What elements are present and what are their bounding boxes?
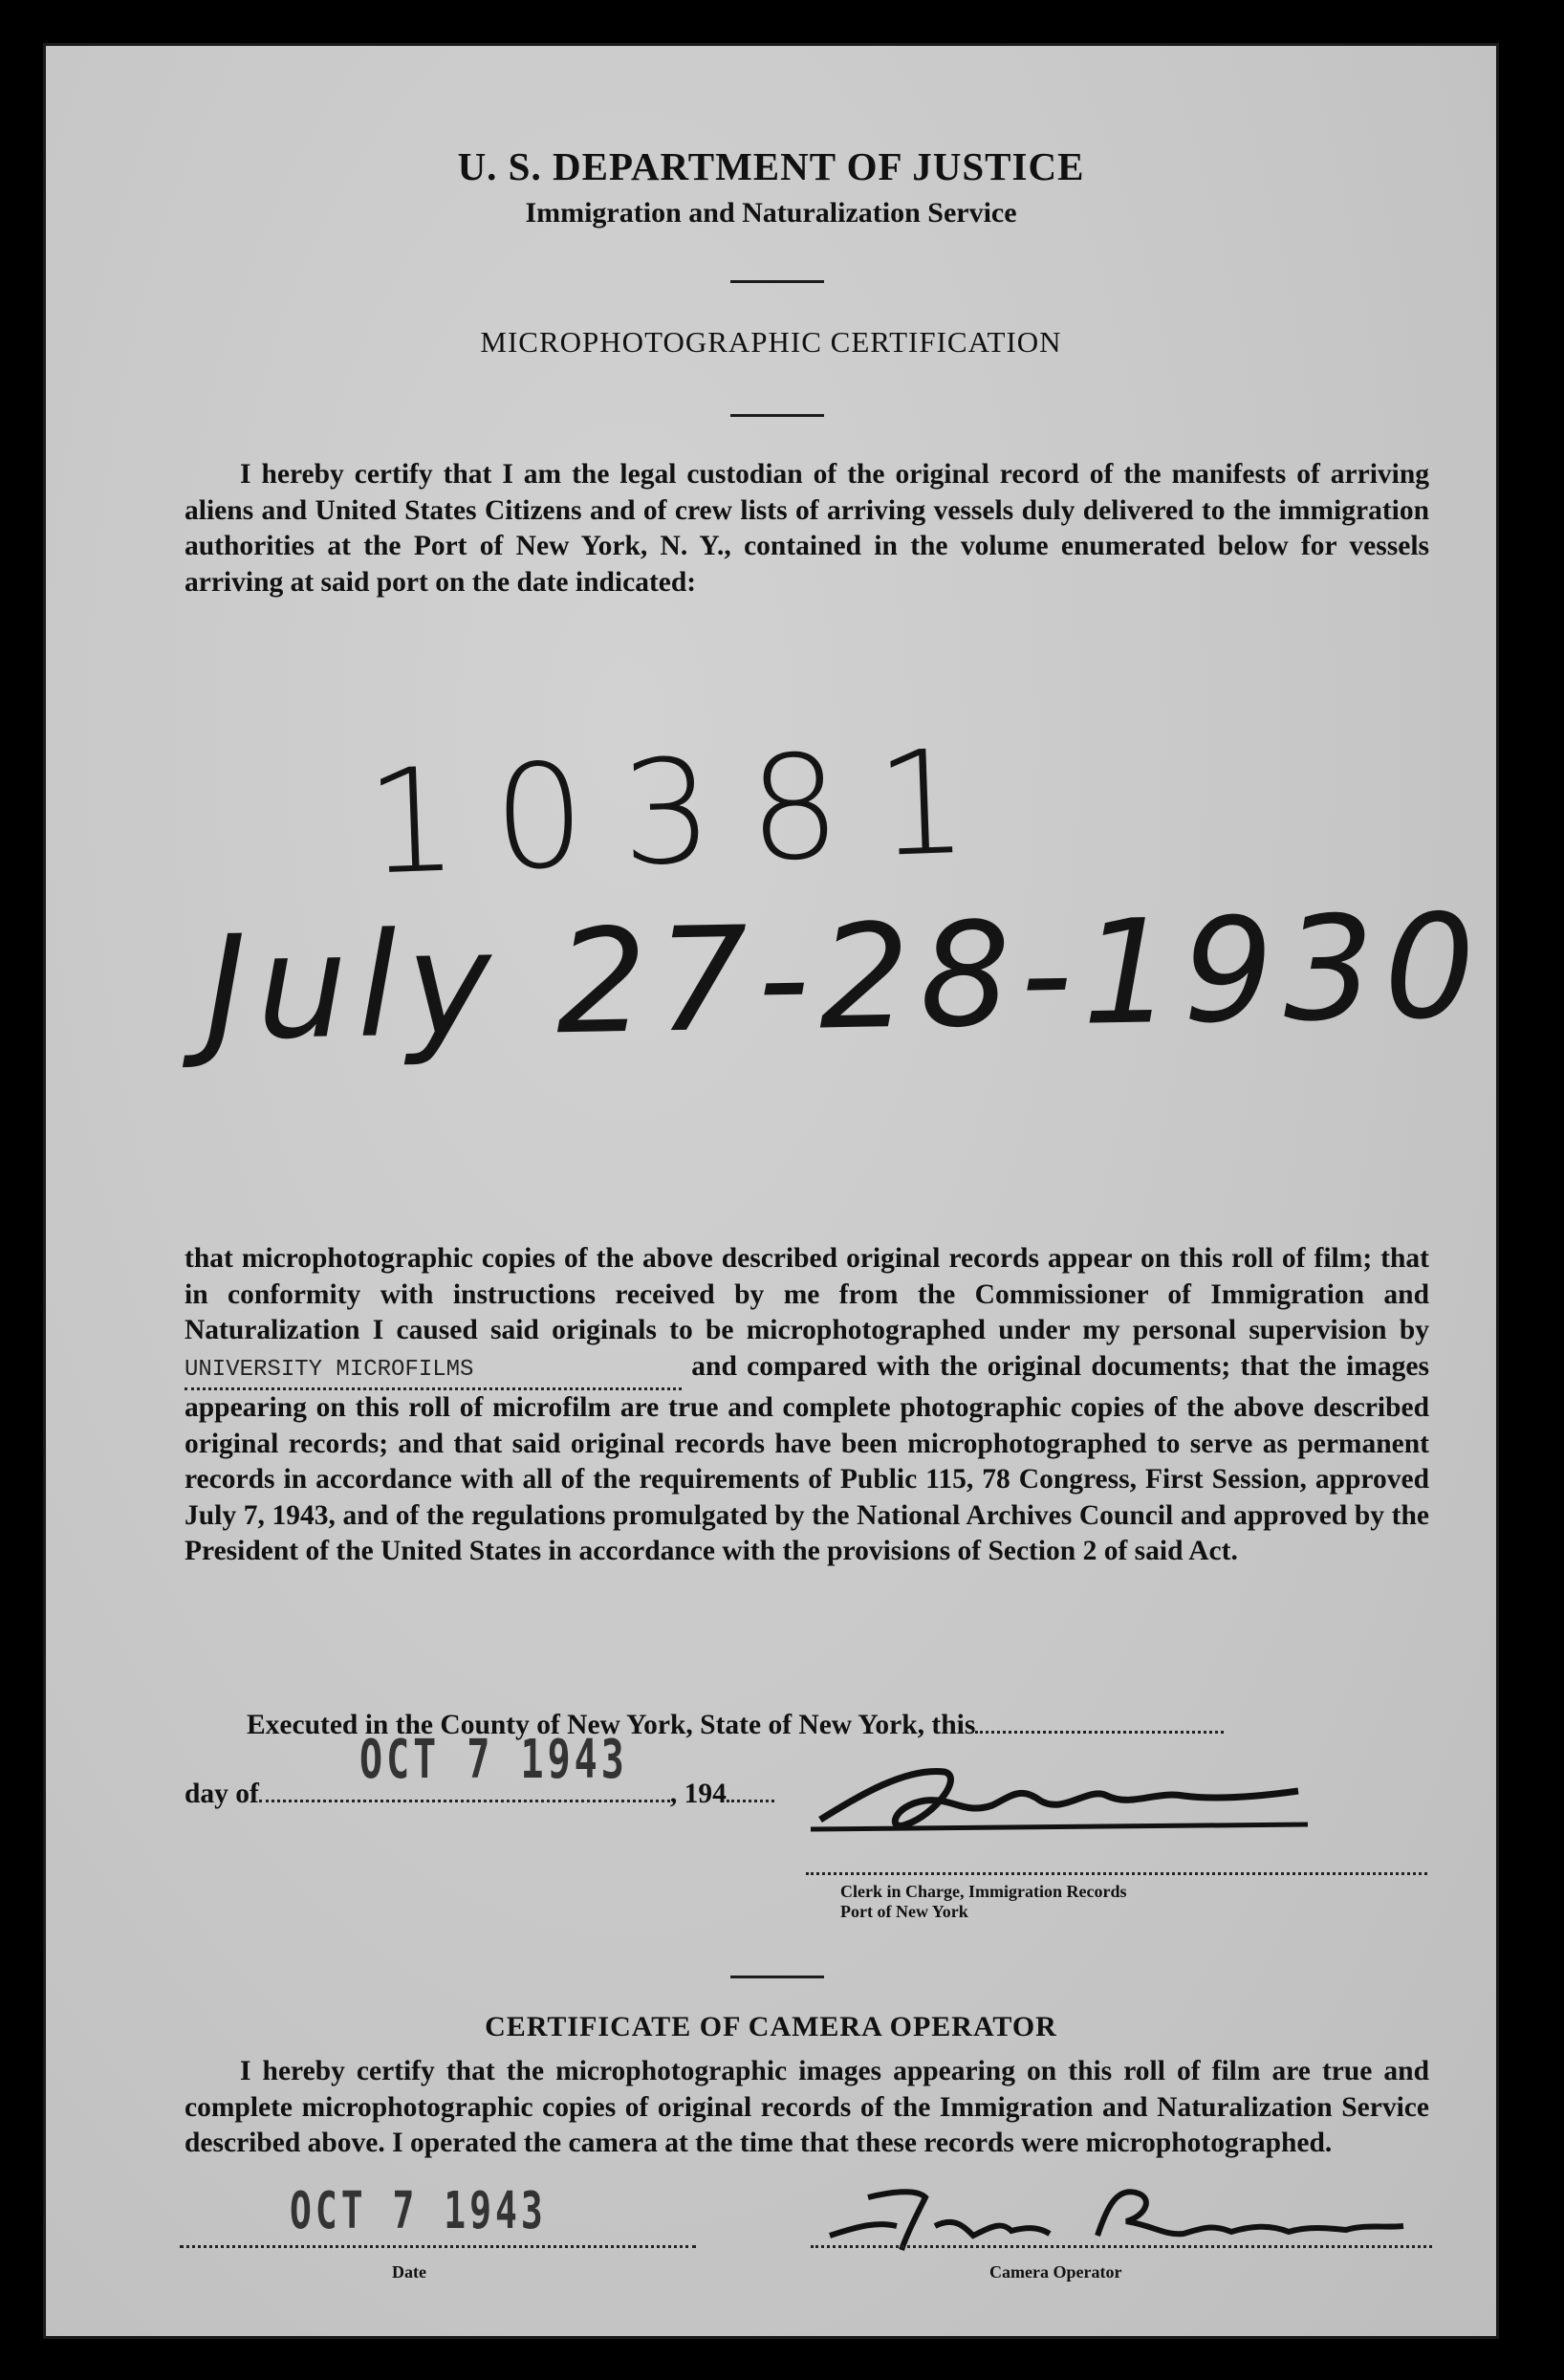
day-of-line	[185, 1779, 774, 1810]
handwritten-volume-number: 10381	[363, 718, 1008, 907]
date-label: Date	[392, 2262, 426, 2282]
clerk-title-line-2: Port of New York	[840, 1902, 968, 1921]
clerk-signature	[801, 1729, 1336, 1872]
operator-label: Camera Operator	[989, 2262, 1122, 2282]
day-blank	[259, 1800, 670, 1802]
day-of-label: day of	[185, 1779, 259, 1809]
divider	[730, 280, 824, 283]
camera-paragraph: I hereby certify that the microphotographic images appearing on this roll of film are true and complete microphotographic copies of original records of the Immigration and Naturalization Service described above. I operated the camera at the time that these records were microphotographed.	[185, 2056, 1429, 2158]
camera-title: CERTIFICATE OF CAMERA OPERATOR	[485, 2011, 1057, 2042]
year-blank	[727, 1800, 774, 1802]
operator-line	[811, 2245, 1432, 2248]
clerk-title-line-1: Clerk in Charge, Immigration Records	[840, 1882, 1127, 1901]
date-stamp: OCT 7 1943	[359, 1729, 628, 1792]
certificate-page	[46, 46, 1496, 2336]
paragraph-2-part-1: that microphotographic copies of the above described original records appear on this roll of film; that in conformity with instructions received by me from the Commissioner of Immigration and Naturalization I caused said originals to be microphotographed under my personal supervision by	[185, 1243, 1429, 1345]
executed-text: Executed in the County of New York, State of New York, this	[247, 1710, 976, 1740]
date-line	[180, 2245, 696, 2248]
certification-title: MICROPHOTOGRAPHIC CERTIFICATION	[480, 325, 1062, 359]
camera-date-stamp: OCT 7 1943	[290, 2181, 547, 2240]
clerk-title	[840, 1882, 1126, 1922]
year-prefix: , 194	[669, 1779, 727, 1809]
signature-line	[806, 1872, 1427, 1875]
certification-paragraph-2	[185, 1241, 1429, 1570]
divider	[730, 414, 824, 417]
certification-paragraph-1: I hereby certify that I am the legal custodian of the original record of the manifests of arriving aliens and United States Citizens and of crew lists of arriving vessels duly delivered to the immigration authorities at the Port of New York, N. Y., contained in the volume enumerated below for vessels arriving at said port on the date indicated:	[185, 459, 1429, 598]
department-heading: U. S. DEPARTMENT OF JUSTICE	[457, 144, 1085, 188]
photographer-field: UNIVERSITY MICROFILMS	[185, 1352, 682, 1391]
paragraph-2-part-2: and compared with the original documents; that the images appearing on this roll of microfilm are true and complete photographic copies of the above described original records; and that said original records have been microphotographed to serve as permanent records in accordance with all of the requirements of Public 115, 78 Congress, First Session, approved July 7, 1943, and of the regulations promulgated by the National Archives Council and approved by the President of the United States in accordance with the provisions of Section 2 of said Act.	[185, 1350, 1430, 1566]
operator-signature	[811, 2169, 1423, 2264]
service-subheading: Immigration and Naturalization Service	[525, 197, 1017, 229]
handwritten-volume-date: July 27-28-1930	[203, 884, 1487, 1073]
divider	[730, 1976, 824, 1978]
